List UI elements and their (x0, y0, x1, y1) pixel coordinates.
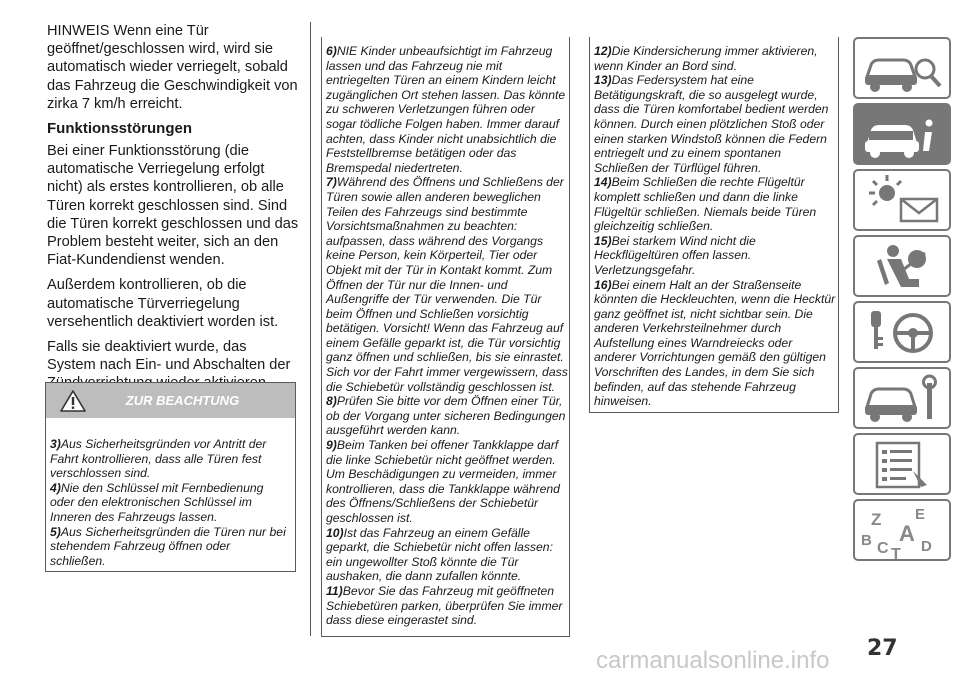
sidebar-tab-car-wrench[interactable] (853, 367, 951, 429)
sidebar-tab-alphabet-index[interactable] (853, 499, 951, 561)
sidebar-tab-car-info[interactable] (853, 103, 951, 165)
paragraph-3: Falls sie deaktiviert wurde, das System nach Ein- und Abschalten der (47, 339, 291, 374)
section-heading: Funktionsstörungen (47, 120, 192, 138)
sidebar-tab-warning-lights[interactable] (853, 169, 951, 231)
hinweis-paragraph: HINWEIS Wenn eine Tür geöffnet/geschlossen wird, wird sie automatisch wieder verriegelt, sobald das Fahrzeug die Geschwindigkeit von zirka 7 km/h erreicht. (47, 23, 298, 112)
index-letter-z: Z (871, 510, 882, 529)
note-4: 4)Nie den Schlüssel mit Fernbedienung oder den elektronischen Schlüssel im Inneren des Fahrzeugs lassen. (50, 480, 264, 524)
warning-box (45, 382, 296, 572)
note-16: 16)Bei einem Halt an der Straßenseite könnten die Heckleuchten, wenn die Hecktür ganz geöffnet ist, nicht sichtbar sein. Die anderen Verkehrsteilnehmer durch Aufstellung eines Warndreiecks oder anderer Vorrichtungen gemäß den gültigen Vorschriften des Landes, in dem Sie sich befinden, auf das stehende Fahrzeug hinweisen. (594, 277, 836, 409)
note-5: 5)Aus Sicherheitsgründen die Türen nur bei stehendem Fahrzeug öffnen oder schließen. (50, 524, 286, 568)
note-8: 8)Prüfen Sie bitte vor dem Öffnen einer Tür, ob der Vorgang unter sicheren Bedingungen ausgeführt werden kann. (326, 394, 566, 438)
index-letter-d: D (921, 538, 932, 555)
paragraph-1: Bei einer Funktionsstörung (die automatische Verriegelung erfolgt nicht) als erstes kontrollieren, ob alle Türen korrekt geschlossen sind. Sind die Türen korrekt geschlossen und das Problem besteht weiter, sich an den Fiat-Kundendienst wenden. (47, 143, 299, 269)
note-6: 6)NIE Kinder unbeaufsichtigt im Fahrzeug lassen und das Fahrzeug nie mit entriegelten Türen an einem Kindern leicht zugänglichen Ort stehen lassen. Das könnte zu schweren Verletzungen führen oder sogar tödliche Folgen haben. Immer darauf achten, dass Kinder nicht unabsichtlich die Feststellbremse betätigen oder das Bremspedal niedertreten. (326, 44, 566, 175)
alphabet-index-icon (855, 501, 949, 559)
sidebar-tab-airbag-seat[interactable] (853, 235, 951, 297)
warning-notes (50, 437, 288, 568)
index-letter-e: E (915, 506, 926, 523)
paragraph-2: Außerdem kontrollieren, ob die automatische Türverriegelung versehentlich deaktiviert worden ist. (47, 277, 279, 330)
column-2-notes (326, 44, 568, 628)
note-9: 9)Beim Tanken bei offener Tankklappe darf die linke Schiebetür nicht geöffnet werden. Um Beschädigungen zu vermeiden, immer kontrollieren, dass die Tankklappe während des Öffnens/Schließens der Schiebetür geschlossen ist. (326, 438, 560, 525)
index-letter-a: A (899, 521, 915, 546)
index-letter-c: C (877, 540, 889, 557)
note-10: 10)Ist das Fahrzeug an einem Gefälle geparkt, die Schiebetür nicht offen lassen: ein ungewollter Stoß könnte die Tür aushaken, die dann zufallen könnte. (326, 525, 553, 584)
warning-header (46, 383, 295, 418)
column-1 (47, 22, 299, 400)
column-divider (310, 22, 311, 636)
car-magnifier-icon (855, 39, 949, 97)
note-12: 12)Die Kindersicherung immer aktivieren, wenn Kinder an Bord sind. (594, 44, 818, 73)
note-13: 13)Das Federsystem hat eine Betätigungskraft, die so ausgelegt wurde, dass die Türen komfortabel bedient werden können. Durch einen plötzlichen Stoß oder einen starken Windstoß können die Federn entriegelt und zu einem spontanen Schließen der Türflügel führen. (594, 73, 829, 175)
sidebar-tab-car-magnifier[interactable] (853, 37, 951, 99)
airbag-seat-icon (855, 237, 949, 295)
warning-lights-envelope-icon (855, 171, 949, 229)
warning-title: ZUR BEACHTUNG (125, 393, 240, 408)
note-11: 11)Bevor Sie das Fahrzeug mit geöffneten Schiebetüren parken, überprüfen Sie immer dass diese eingerastet sind. (326, 583, 563, 628)
car-wrench-icon (855, 369, 949, 427)
page-number: 27 (867, 636, 898, 661)
note-14: 14)Beim Schließen die rechte Flügeltür komplett schließen und dann die linke Flügeltür schließen. Niemals beide Türen gleichzeitig schließen. (594, 175, 817, 234)
sidebar-tab-checklist[interactable] (853, 433, 951, 495)
column-3-notes (594, 44, 837, 409)
note-15: 15)Bei starkem Wind nicht die Heckflügeltüren offen lassen. Verletzungsgefahr. (594, 233, 756, 277)
index-letter-t: T (891, 546, 901, 559)
checklist-icon (855, 435, 949, 493)
index-letter-b: B (861, 532, 872, 549)
car-info-icon (855, 105, 949, 163)
key-steering-wheel-icon (855, 303, 949, 361)
sidebar-tab-key-steering[interactable] (853, 301, 951, 363)
note-7: 7)Während des Öffnens und Schließens der Türen sowie allen anderen beweglichen Teilen des Fahrzeugs sind bestimmte Vorsichtsmaßnahmen zu beachten: aufpassen, dass während des Vorgangs keine Person, kein Körperteil, Tier oder Objekt mit der Tür in Kontakt kommt. Zum Öffnen der Tür nur die Innen- und Außengriffe der Tür verwenden. Die Tür beim Öffnen und Schließen vorsichtig betätigen. Vorsicht! Wenn das Fahrzeug auf einem Gefälle geparkt ist, die Tür vorsichtig ganz öffnen und schließen, bis sie einrastet. Sich vor der Fahrt immer vergewissern, dass die Schiebetür vollständig geschlossen ist. (326, 175, 568, 394)
watermark: carmanualsonline.info (596, 647, 830, 674)
note-3: 3)Aus Sicherheitsgründen vor Antritt der Fahrt kontrollieren, dass alle Türen fest verschlossen sind. (50, 437, 267, 481)
